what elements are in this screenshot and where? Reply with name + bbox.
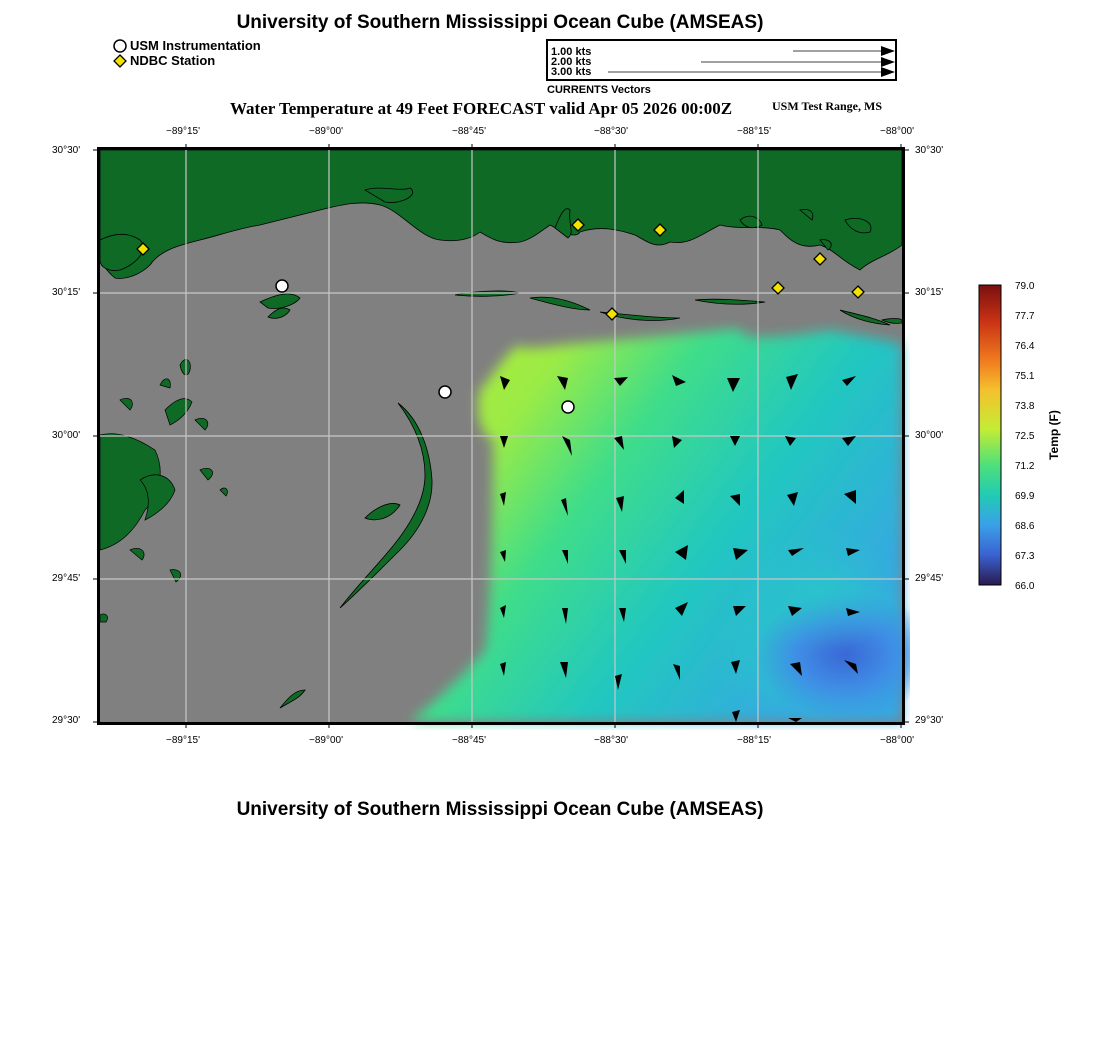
vector-legend-arrows <box>548 41 895 79</box>
lat-tick-label: 30°15' <box>52 287 81 298</box>
region-label: USM Test Range, MS <box>772 99 883 113</box>
lon-tick-label: −89°15' <box>166 126 200 137</box>
marker-legend <box>112 38 261 68</box>
lat-tick-label: 30°15' <box>915 287 944 298</box>
ndbc-marker-icon <box>112 54 128 68</box>
usm-legend-label: USM Instrumentation <box>130 38 261 53</box>
lon-tick-label: −88°45' <box>452 735 486 746</box>
lat-tick-label: 29°45' <box>52 573 81 584</box>
lon-tick-label: −88°30' <box>594 735 628 746</box>
map-subtitle: Water Temperature at 49 Feet FORECAST valid Apr 05 2026 00:00Z <box>230 99 733 118</box>
colorbar-tick-label: 77.7 <box>1015 311 1035 322</box>
usm-marker-icon <box>562 401 574 413</box>
colorbar-tick-label: 75.1 <box>1015 371 1035 382</box>
colorbar-tick-label: 68.6 <box>1015 521 1035 532</box>
usm-marker-icon <box>276 280 288 292</box>
lon-tick-label: −89°00' <box>309 735 343 746</box>
chart-title: University of Southern Mississippi Ocean Cube (AMSEAS) <box>236 12 764 33</box>
vector-legend-entry: 2.00 kts <box>551 56 592 68</box>
colorbar-tick-label: 76.4 <box>1015 341 1035 352</box>
colorbar-tick-label: 69.9 <box>1015 491 1035 502</box>
lon-tick-label: −88°45' <box>452 126 486 137</box>
lat-tick-label: 30°30' <box>915 145 944 156</box>
lon-tick-label: −88°30' <box>594 126 628 137</box>
ndbc-legend-label: NDBC Station <box>130 53 216 68</box>
vector-legend-title: CURRENTS Vectors <box>547 84 651 96</box>
lon-tick-label: −89°00' <box>309 126 343 137</box>
usm-marker-icon <box>439 386 451 398</box>
vector-legend-entry: 3.00 kts <box>551 66 592 78</box>
vector-legend-entry: 1.00 kts <box>551 46 592 58</box>
lon-tick-label: −88°15' <box>737 126 771 137</box>
colorbar-tick-label: 66.0 <box>1015 581 1035 592</box>
footer-title: University of Southern Mississippi Ocean Cube (AMSEAS) <box>236 799 764 820</box>
lat-tick-label: 29°45' <box>915 573 944 584</box>
lat-tick-label: 30°00' <box>915 430 944 441</box>
lon-tick-label: −88°00' <box>880 126 914 137</box>
colorbar-tick-label: 79.0 <box>1015 281 1035 292</box>
usm-marker-icon <box>112 39 128 53</box>
colorbar-tick-label: 73.8 <box>1015 401 1035 412</box>
colorbar <box>978 284 1002 588</box>
lon-tick-label: −89°15' <box>166 735 200 746</box>
colorbar-tick-label: 72.5 <box>1015 431 1035 442</box>
colorbar-tick-label: 71.2 <box>1015 461 1035 472</box>
lat-tick-label: 30°00' <box>52 430 81 441</box>
map-frame <box>92 142 910 730</box>
lat-tick-label: 29°30' <box>915 715 944 726</box>
lat-tick-label: 30°30' <box>52 145 81 156</box>
lat-tick-label: 29°30' <box>52 715 81 726</box>
colorbar-title: Temp (F) <box>1047 410 1061 460</box>
lon-tick-label: −88°00' <box>880 735 914 746</box>
lon-tick-label: −88°15' <box>737 735 771 746</box>
vector-legend-box <box>546 39 897 81</box>
colorbar-tick-label: 67.3 <box>1015 551 1035 562</box>
